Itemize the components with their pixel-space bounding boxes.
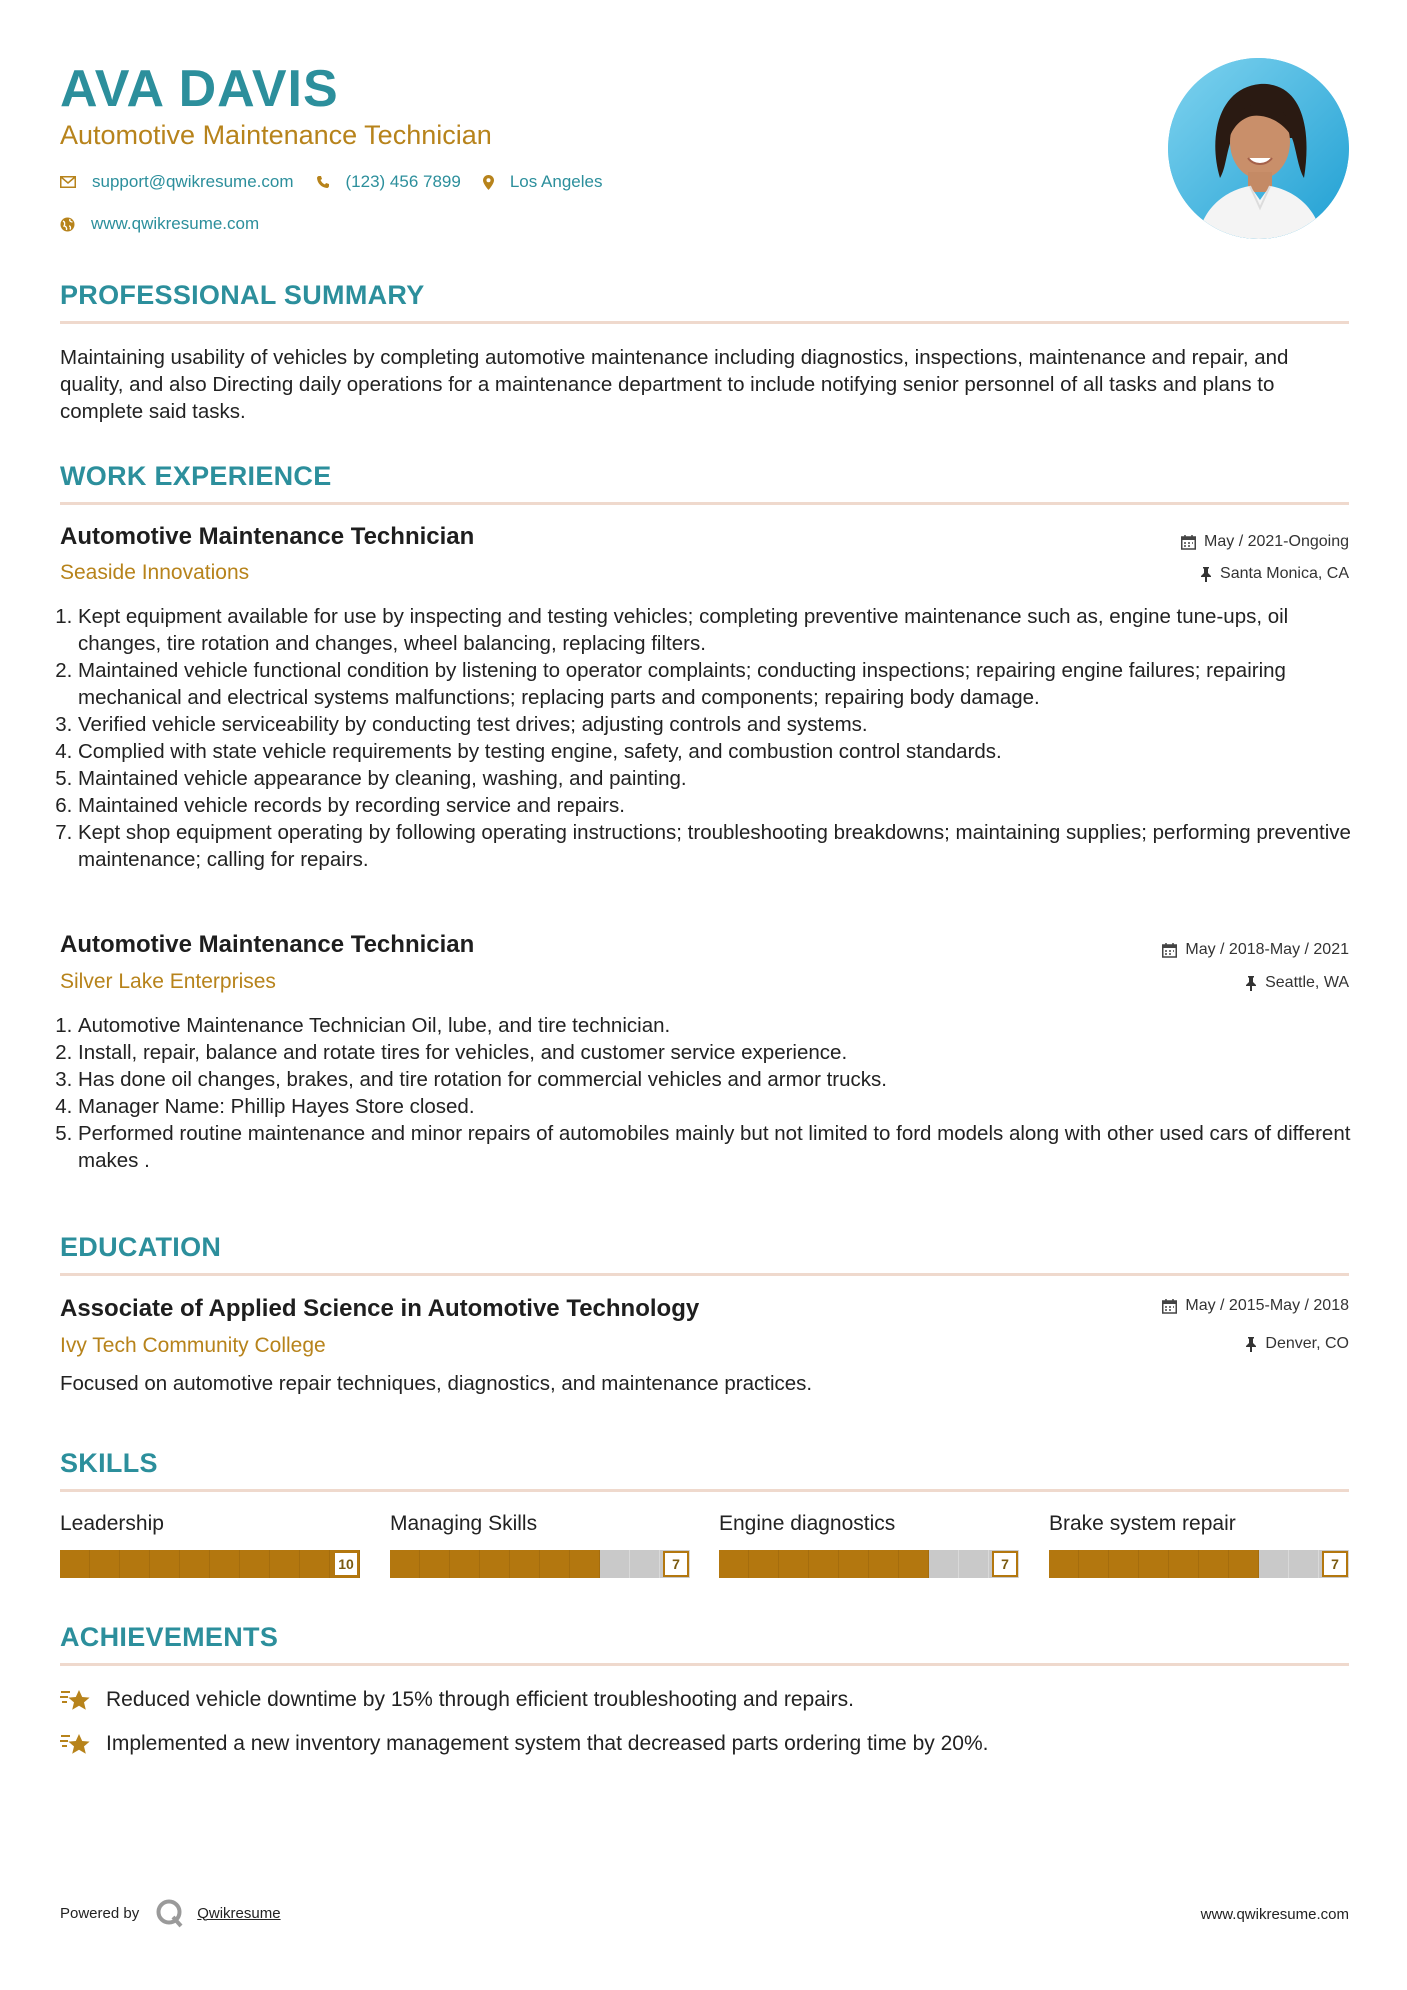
skill-segment: [1139, 1550, 1169, 1578]
achievement-item: [60, 1686, 854, 1714]
list-item: 2. Maintained vehicle functional condition by listening to operator complaints; conducting inspections; repairing engine failures; repairing mechanical and electrical systems malfunctions; replacing parts and components; repairing body damage.: [78, 657, 1367, 711]
skill-segment: [390, 1550, 420, 1578]
job-location: [1245, 974, 1349, 992]
skill-segment: [929, 1550, 959, 1578]
contact-row-web: [60, 214, 281, 234]
skill-segment: [630, 1550, 660, 1578]
section-title-skills: SKILLS: [60, 1448, 158, 1478]
skill-label: Leadership: [60, 1512, 164, 1535]
location-text: Los Angeles: [509, 172, 603, 191]
powered-by-label: Powered by: [60, 1904, 140, 1922]
contact-website: [60, 214, 259, 234]
job-title: Automotive Maintenance Technician: [60, 523, 475, 550]
job-dates: [1162, 941, 1349, 959]
list-item: 6. Maintained vehicle records by recording service and repairs.: [78, 792, 1367, 819]
skill-segment: [150, 1550, 180, 1578]
pushpin-icon: [1200, 567, 1212, 582]
skill-level-badge: 7: [992, 1551, 1018, 1577]
company-name: Silver Lake Enterprises: [60, 970, 276, 993]
skill-segment: [300, 1550, 330, 1578]
skill-segment: [180, 1550, 210, 1578]
skill-level-bar: [390, 1550, 690, 1578]
skill-segment: [270, 1550, 300, 1578]
section-divider: [60, 1273, 1349, 1276]
skill-segment: [809, 1550, 839, 1578]
skill-label: Managing Skills: [390, 1512, 538, 1535]
footer-url[interactable]: www.qwikresume.com: [1200, 1906, 1349, 1923]
candidate-role: Automotive Maintenance Technician: [60, 120, 492, 150]
job-location-text: Santa Monica, CA: [1220, 565, 1349, 582]
skill-segment: [899, 1550, 929, 1578]
list-item: 2. Install, repair, balance and rotate tires for vehicles, and customer service experience.: [78, 1039, 1367, 1066]
contact-location: [483, 172, 603, 192]
list-item: 1. Kept equipment available for use by inspecting and testing vehicles; completing preventive maintenance such as, engine tune-ups, oil changes, tire rotation and changes, wheel balancing, replacing filters.: [78, 603, 1367, 657]
company-name: Seaside Innovations: [60, 561, 250, 584]
skill-label: Brake system repair: [1049, 1512, 1236, 1535]
skill-segment: [1169, 1550, 1199, 1578]
list-item: 3. Verified vehicle serviceability by conducting test drives; adjusting controls and systems.: [78, 711, 1367, 738]
skill-segment: [869, 1550, 899, 1578]
summary-text: Maintaining usability of vehicles by completing automotive maintenance including diagnostics, inspections, maintenance and repair, and quality, and also Directing daily operations for a maintenance department to include notifying senior personnel of all tasks and plans to complete said tasks.: [60, 346, 1289, 423]
email-link[interactable]: support@qwikresume.com: [92, 172, 294, 191]
star-icon: [60, 1730, 92, 1758]
skill-segment: [90, 1550, 120, 1578]
section-divider: [60, 1489, 1349, 1492]
skill-segment: [570, 1550, 600, 1578]
job-dates: [1181, 533, 1349, 551]
qwikresume-logo-icon: [155, 1898, 185, 1928]
skill-level-bar: [719, 1550, 1019, 1578]
skill-segment: [210, 1550, 240, 1578]
education-dates: [1162, 1297, 1349, 1315]
skill-segment: [1049, 1550, 1079, 1578]
resume-page: [60, 0, 1349, 1990]
job-dates-text: May / 2018-May / 2021: [1185, 941, 1349, 958]
skill-segment: [1199, 1550, 1229, 1578]
list-item: 3. Has done oil changes, brakes, and tire rotation for commercial vehicles and armor trucks.: [78, 1066, 1367, 1093]
list-item: 4. Complied with state vehicle requirements by testing engine, safety, and combustion control standards.: [78, 738, 1367, 765]
skill-segment: [719, 1550, 749, 1578]
job-title: Automotive Maintenance Technician: [60, 931, 475, 958]
section-title-education: EDUCATION: [60, 1232, 222, 1262]
avatar: [1168, 58, 1349, 239]
section-divider: [60, 502, 1349, 505]
globe-icon: [60, 217, 75, 232]
candidate-name: AVA DAVIS: [60, 60, 339, 118]
school-name: Ivy Tech Community College: [60, 1334, 326, 1357]
section-divider: [60, 1663, 1349, 1666]
skill-label: Engine diagnostics: [719, 1512, 896, 1535]
job-location: [1200, 565, 1349, 583]
skill-level-badge: 7: [1322, 1551, 1348, 1577]
education-location-text: Denver, CO: [1265, 1335, 1349, 1352]
degree-title: Associate of Applied Science in Automotive Technology: [60, 1295, 700, 1322]
skill-segment: [1229, 1550, 1259, 1578]
skill-segment: [1109, 1550, 1139, 1578]
skill-segment: [749, 1550, 779, 1578]
achievement-text: Implemented a new inventory management system that decreased parts ordering time by 20%.: [106, 1732, 989, 1755]
calendar-icon: [1162, 943, 1177, 958]
skill-level-badge: 7: [663, 1551, 689, 1577]
list-item: 5. Maintained vehicle appearance by cleaning, washing, and painting.: [78, 765, 1367, 792]
contact-row: [60, 172, 624, 192]
pushpin-icon: [1245, 976, 1257, 991]
skill-segment: [1079, 1550, 1109, 1578]
calendar-icon: [1162, 1299, 1177, 1314]
skill-segment: [240, 1550, 270, 1578]
job-bullets: [60, 1012, 1367, 1174]
list-item: 5. Performed routine maintenance and minor repairs of automobiles mainly but not limited to ford models along with other used cars of different makes .: [78, 1120, 1367, 1174]
section-divider: [60, 321, 1349, 324]
skill-level-bar: [1049, 1550, 1349, 1578]
section-title-achievements: ACHIEVEMENTS: [60, 1622, 279, 1652]
profile-photo: [1168, 58, 1349, 239]
brand-link[interactable]: Qwikresume: [197, 1904, 281, 1922]
map-pin-icon: [483, 175, 494, 190]
job-location-text: Seattle, WA: [1265, 974, 1349, 991]
section-title-experience: WORK EXPERIENCE: [60, 461, 332, 491]
skill-segment: [450, 1550, 480, 1578]
skill-segment: [1289, 1550, 1319, 1578]
section-title-summary: PROFESSIONAL SUMMARY: [60, 280, 425, 310]
phone-icon: [316, 175, 330, 189]
skill-segment: [60, 1550, 90, 1578]
envelope-icon: [60, 176, 76, 188]
education-description: Focused on automotive repair techniques, diagnostics, and maintenance practices.: [60, 1372, 813, 1395]
achievement-item: [60, 1730, 988, 1758]
job-dates-text: May / 2021-Ongoing: [1204, 533, 1349, 550]
skill-segment: [839, 1550, 869, 1578]
skill-segment: [120, 1550, 150, 1578]
skill-segment: [540, 1550, 570, 1578]
skill-segment: [779, 1550, 809, 1578]
contact-email: [60, 172, 294, 192]
contact-phone: [316, 172, 461, 192]
skill-segment: [1259, 1550, 1289, 1578]
skill-level-badge: 10: [333, 1551, 359, 1577]
list-item: 1. Automotive Maintenance Technician Oil, lube, and tire technician.: [78, 1012, 1367, 1039]
website-link[interactable]: www.qwikresume.com: [91, 214, 260, 233]
skill-segment: [600, 1550, 630, 1578]
education-dates-text: May / 2015-May / 2018: [1185, 1297, 1349, 1314]
skill-segment: [510, 1550, 540, 1578]
education-location: [1245, 1335, 1349, 1353]
skill-level-bar: [60, 1550, 360, 1578]
job-bullets: [60, 603, 1367, 873]
skill-segment: [480, 1550, 510, 1578]
list-item: 7. Kept shop equipment operating by following operating instructions; troubleshooting breakdowns; maintaining supplies; performing preventive maintenance; calling for repairs.: [78, 819, 1367, 873]
list-item: 4. Manager Name: Phillip Hayes Store closed.: [78, 1093, 1367, 1120]
star-icon: [60, 1686, 92, 1714]
footer-powered-by: [60, 1898, 281, 1928]
skill-segment: [420, 1550, 450, 1578]
skill-segment: [959, 1550, 989, 1578]
pushpin-icon: [1245, 1337, 1257, 1352]
calendar-icon: [1181, 535, 1196, 550]
phone-number[interactable]: (123) 456 7899: [345, 172, 461, 191]
achievement-text: Reduced vehicle downtime by 15% through efficient troubleshooting and repairs.: [106, 1688, 854, 1711]
